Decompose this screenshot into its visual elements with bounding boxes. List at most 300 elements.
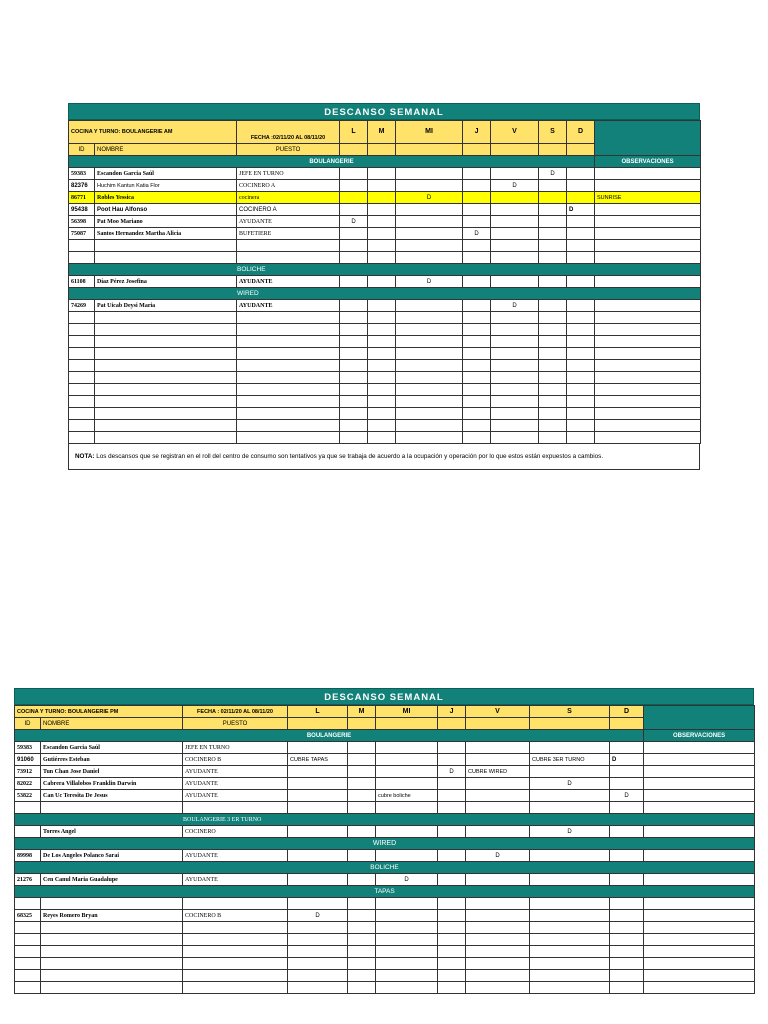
cell-day [396,228,463,240]
cell-day [610,910,644,922]
cell-day [567,216,595,228]
empty-row [69,420,701,432]
cell-day [491,216,539,228]
empty-cell [530,898,610,910]
column-header-row [15,718,755,730]
empty-cell [41,958,183,970]
empty-cell [368,432,396,444]
cell-day [288,850,348,862]
cell-nombre: Tun Chan Jose Daniel [41,766,183,778]
empty-cell [610,970,644,982]
cell-day [610,742,644,754]
table-row [15,826,755,838]
cell-day [463,204,491,216]
cell-day [530,802,610,814]
cell-day [463,192,491,204]
empty-cell [340,360,368,372]
empty-cell [340,384,368,396]
empty-cell [539,420,567,432]
cell-id: 74269 [69,300,95,312]
empty-row [69,324,701,336]
table-row [15,910,755,922]
cell-day [340,252,368,264]
cell-day [340,276,368,288]
cell-puesto: COCINERO B [183,910,288,922]
cell-nombre: Huchim Kantun Katia Flor [95,180,237,192]
cell-day [396,252,463,264]
cell-day [368,240,396,252]
empty-cell [491,360,539,372]
cell-obs [595,252,701,264]
empty-cell [15,982,41,994]
cell-obs [595,276,701,288]
cell-nombre [95,252,237,264]
cell-day [466,874,530,886]
empty-cell [237,396,340,408]
cell-day [348,826,376,838]
cell-nombre: Gutiérres Esteban [41,754,183,766]
cell-day [438,790,466,802]
cell-nombre: Torres Angel [41,826,183,838]
empty-cell [567,324,595,336]
empty-cell [41,982,183,994]
empty-cell [376,970,438,982]
empty-cell [237,372,340,384]
cell-puesto [237,240,340,252]
cell-day [368,180,396,192]
empty-row [69,384,701,396]
cell-id: 82022 [15,778,41,790]
empty-cell [463,408,491,420]
cell-id [69,240,95,252]
empty-cell [340,372,368,384]
cell-obs [595,204,701,216]
cell-id: 59383 [15,742,41,754]
empty-cell [15,898,41,910]
cell-day [376,766,438,778]
day-header: D [567,121,595,144]
cell-day [376,850,438,862]
empty-cell [610,946,644,958]
cell-day [368,300,396,312]
cell-day [288,778,348,790]
cell-day [438,778,466,790]
cell-day [376,754,438,766]
cell-obs [644,742,755,754]
cell-day: D [610,754,644,766]
empty-cell [69,336,95,348]
cell-day [610,766,644,778]
cell-obs [644,766,755,778]
cell-day [288,802,348,814]
cell-nombre: Escandon Garcia Saúl [41,742,183,754]
empty-cell [595,384,701,396]
empty-cell [463,432,491,444]
empty-cell [288,946,348,958]
empty-cell [288,982,348,994]
empty-cell [567,396,595,408]
note-label: NOTA: [75,453,95,460]
cell-day [340,192,368,204]
cell-day [438,754,466,766]
col-id: ID [15,718,41,730]
cell-day [539,180,567,192]
schedule-pm [14,688,754,994]
empty-cell [438,898,466,910]
cell-day: CUBRE WIRED [466,766,530,778]
cell-day [491,204,539,216]
empty-cell [466,898,530,910]
cell-day [463,276,491,288]
cell-id: 56398 [69,216,95,228]
cell-day [491,252,539,264]
cell-puesto: AYUDANTE [237,276,340,288]
empty-cell [539,312,567,324]
cell-day: cubre boliche [376,790,438,802]
empty-row [69,372,701,384]
empty-row [69,408,701,420]
cell-obs [595,228,701,240]
cell-day: D [463,228,491,240]
empty-cell [463,324,491,336]
empty-cell [530,982,610,994]
empty-cell [95,432,237,444]
cell-day [610,802,644,814]
cell-day [438,850,466,862]
cell-day [288,766,348,778]
empty-cell [15,970,41,982]
cell-day [368,168,396,180]
cell-day: D [567,204,595,216]
cell-obs [644,910,755,922]
cell-day [539,228,567,240]
table-row [69,168,701,180]
cell-puesto: cocinera [237,192,340,204]
empty-cell [95,396,237,408]
empty-cell [340,336,368,348]
table-row [15,874,755,886]
cell-nombre: Can Uc Teresita De Jesus [41,790,183,802]
empty-cell [396,348,463,360]
empty-cell [644,934,755,946]
day-cell [466,718,530,730]
empty-cell [466,958,530,970]
empty-cell [348,922,376,934]
day-header: L [340,121,368,144]
day-header: L [288,706,348,718]
empty-cell [491,408,539,420]
cell-day [491,240,539,252]
sheet2-title: DESCANSO SEMANAL [14,688,754,705]
empty-cell [183,898,288,910]
cell-id: 73912 [15,766,41,778]
empty-cell [567,384,595,396]
cell-puesto: COCINERO [183,826,288,838]
cell-puesto: AYUDANTE [183,790,288,802]
cell-day [288,742,348,754]
cell-day [348,874,376,886]
cell-day [340,168,368,180]
cell-day [348,766,376,778]
empty-cell [396,360,463,372]
cell-day [530,874,610,886]
cell-obs [644,802,755,814]
empty-cell [530,934,610,946]
empty-cell [237,324,340,336]
cell-day [376,742,438,754]
schedule-am [68,103,700,470]
empty-cell [95,324,237,336]
empty-row [15,982,755,994]
cell-day [539,204,567,216]
cell-day [610,778,644,790]
empty-cell [491,372,539,384]
empty-cell [644,982,755,994]
cell-puesto: COCINERO A [237,204,340,216]
empty-cell [438,946,466,958]
cell-id: 68325 [15,910,41,922]
empty-cell [463,420,491,432]
empty-cell [15,934,41,946]
table-row [15,778,755,790]
fecha-label: FECHA :02/11/20 AL 08/11/20 [237,121,340,144]
cell-puesto: COCINERO B [183,754,288,766]
day-cell [376,718,438,730]
empty-cell [463,372,491,384]
empty-cell [95,336,237,348]
cell-day [348,754,376,766]
col-nombre: NOMBRE [95,144,237,156]
cell-day: D [396,276,463,288]
cell-puesto: AYUDANTE [183,766,288,778]
section-wired: WIRED [69,288,701,300]
cell-day [368,204,396,216]
empty-cell [69,384,95,396]
empty-cell [466,946,530,958]
cell-day: D [466,850,530,862]
section-row [15,862,755,874]
section-wired: WIRED [15,838,755,850]
section-boliche: BOLICHE [69,264,701,276]
cell-day [463,300,491,312]
cell-puesto [237,252,340,264]
empty-cell [340,324,368,336]
cell-day [539,240,567,252]
cell-day: D [539,168,567,180]
cell-id: 91060 [15,754,41,766]
empty-cell [183,922,288,934]
fecha-label: FECHA : 02/11/20 AL 08/11/20 [183,706,288,718]
empty-cell [368,324,396,336]
section-tapas: TAPAS [15,886,755,898]
section-row [15,886,755,898]
cell-day [288,790,348,802]
empty-cell [95,312,237,324]
empty-cell [348,970,376,982]
turno-label: COCINA Y TURNO: BOULANGERIE PM [15,706,183,718]
empty-cell [368,384,396,396]
empty-cell [288,970,348,982]
cell-day [348,802,376,814]
day-cell [368,144,396,156]
cell-puesto: COCINERO A [237,180,340,192]
cell-day [368,276,396,288]
empty-cell [376,982,438,994]
day-cell [463,144,491,156]
empty-cell [396,432,463,444]
cell-day [348,778,376,790]
empty-cell [567,372,595,384]
empty-cell [237,384,340,396]
empty-cell [463,312,491,324]
table-row [69,192,701,204]
empty-cell [376,934,438,946]
empty-cell [237,420,340,432]
empty-cell [595,360,701,372]
empty-cell [376,946,438,958]
cell-obs [644,850,755,862]
cell-day: D [376,874,438,886]
empty-cell [69,324,95,336]
section-boulangerie: BOULANGERIE [15,730,644,742]
day-cell [530,718,610,730]
cell-day: D [530,778,610,790]
cell-day [466,826,530,838]
cell-obs [644,754,755,766]
cell-day [466,790,530,802]
cell-day: D [530,826,610,838]
empty-cell [463,348,491,360]
empty-cell [610,922,644,934]
cell-puesto: AYUDANTE [237,216,340,228]
cell-id [15,826,41,838]
cell-day [530,766,610,778]
cell-nombre: Pat Uicab Deysi Maria [95,300,237,312]
empty-cell [567,360,595,372]
empty-cell [340,348,368,360]
empty-row [15,898,755,910]
cell-day [348,790,376,802]
empty-cell [567,432,595,444]
cell-obs [595,300,701,312]
empty-row [15,946,755,958]
day-cell [567,144,595,156]
cell-day [396,180,463,192]
cell-id: 82376 [69,180,95,192]
cell-day [610,874,644,886]
cell-day: D [491,300,539,312]
cell-day [368,192,396,204]
cell-obs [644,874,755,886]
empty-cell [610,982,644,994]
cell-puesto: AYUDANTE [183,874,288,886]
sheet2-table [14,705,755,994]
empty-cell [595,420,701,432]
cell-day [376,826,438,838]
cell-day [567,168,595,180]
cell-day [463,252,491,264]
col-puesto: PUESTO [237,144,340,156]
cell-day: CUBRE TAPAS [288,754,348,766]
cell-day [530,742,610,754]
section-row [69,156,701,168]
empty-cell [69,420,95,432]
empty-cell [41,934,183,946]
table-row [15,802,755,814]
section-row [15,838,755,850]
empty-cell [340,312,368,324]
cell-day [340,204,368,216]
empty-cell [95,408,237,420]
cell-nombre: Robles Yessica [95,192,237,204]
observaciones-spacer [644,706,755,730]
empty-cell [595,348,701,360]
day-cell [288,718,348,730]
empty-cell [491,348,539,360]
col-nombre: NOMBRE [41,718,183,730]
empty-cell [41,970,183,982]
empty-cell [567,408,595,420]
cell-day [463,180,491,192]
empty-cell [368,408,396,420]
cell-nombre: Poot Hau Alfonso [95,204,237,216]
cell-day [368,252,396,264]
empty-cell [491,384,539,396]
cell-day [340,300,368,312]
turno-label: COCINA Y TURNO: BOULANGERIE AM [69,121,237,144]
empty-cell [237,348,340,360]
empty-cell [539,372,567,384]
sheet1-note [68,444,700,470]
empty-cell [610,898,644,910]
cell-day [466,778,530,790]
empty-cell [41,946,183,958]
cell-day [340,180,368,192]
empty-cell [567,312,595,324]
empty-cell [491,336,539,348]
empty-row [69,336,701,348]
empty-cell [340,396,368,408]
empty-cell [41,898,183,910]
cell-day [348,850,376,862]
cell-day [376,802,438,814]
empty-cell [95,384,237,396]
empty-cell [539,396,567,408]
cell-id: 89998 [15,850,41,862]
section-row [69,288,701,300]
cell-id: 53822 [15,790,41,802]
empty-cell [368,312,396,324]
observaciones-spacer [595,121,701,156]
cell-day [567,252,595,264]
empty-cell [288,958,348,970]
cell-day [396,240,463,252]
table-row [15,850,755,862]
cell-day [491,228,539,240]
table-row [69,180,701,192]
empty-cell [15,946,41,958]
empty-cell [69,408,95,420]
empty-cell [491,324,539,336]
empty-cell [69,396,95,408]
cell-nombre: Cabrera Villalobos Franklin Darwin [41,778,183,790]
empty-cell [237,360,340,372]
cell-day [530,790,610,802]
cell-day [463,240,491,252]
empty-row [15,934,755,946]
empty-cell [340,408,368,420]
empty-cell [69,312,95,324]
